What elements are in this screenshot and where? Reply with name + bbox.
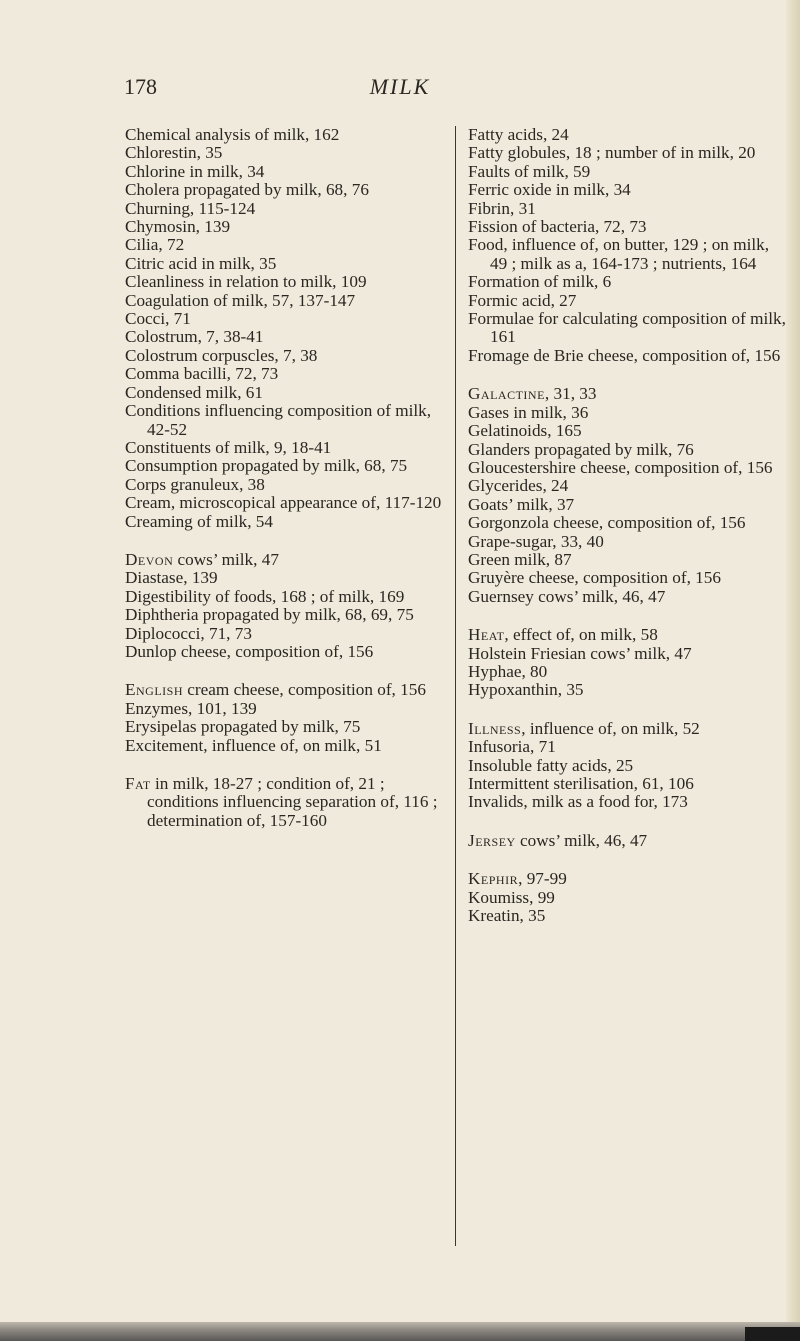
index-entry xyxy=(468,626,788,644)
index-entry xyxy=(468,645,788,663)
index-entry xyxy=(125,328,443,346)
index-entry xyxy=(125,457,443,475)
index-entry xyxy=(125,606,443,624)
index-entry-text: Gruyère cheese, composition of, 156 xyxy=(468,568,721,588)
index-entry-text: Diastase, 139 xyxy=(125,568,218,588)
index-entry xyxy=(468,870,788,888)
index-entry-text: Cocci, 71 xyxy=(125,309,191,329)
index-entry-text: Dunlop cheese, composition of, 156 xyxy=(125,641,374,661)
index-entry xyxy=(125,310,443,328)
index-entry xyxy=(468,477,788,495)
index-entry xyxy=(468,681,788,699)
index-entry-text: , 97-99 xyxy=(518,869,567,889)
page-edge xyxy=(786,0,800,1341)
index-entry-text: Insoluble fatty acids, 25 xyxy=(468,755,634,775)
index-column-right xyxy=(468,126,788,925)
index-entry xyxy=(125,625,443,643)
index-entry-text: Condensed milk, 61 xyxy=(125,382,263,402)
index-entry-lead: Fat xyxy=(125,774,151,793)
column-divider xyxy=(455,126,456,1246)
index-entry-text: Enzymes, 101, 139 xyxy=(125,698,257,718)
index-entry xyxy=(125,775,443,830)
index-entry xyxy=(125,494,443,512)
index-entry xyxy=(468,292,788,310)
index-entry-text: Green milk, 87 xyxy=(468,549,572,569)
index-entry-text: Cream, microscopical appearance of, 117-120 xyxy=(125,493,442,513)
index-entry-text: Grape-sugar, 33, 40 xyxy=(468,531,604,551)
page-number: 178 xyxy=(124,74,157,99)
index-entry-text: Diplococci, 71, 73 xyxy=(125,623,252,643)
index-entry xyxy=(125,144,443,162)
index-entry-text: Excitement, influence of, on milk, 51 xyxy=(125,735,382,755)
index-entry xyxy=(125,236,443,254)
index-entry-text: Intermittent sterilisation, 61, 106 xyxy=(468,774,694,793)
index-entry xyxy=(468,126,788,144)
index-entry-text: Glycerides, 24 xyxy=(468,476,569,496)
index-entry xyxy=(125,513,443,531)
index-entry xyxy=(125,292,443,310)
index-entry-text: Formic acid, 27 xyxy=(468,290,577,310)
index-entry xyxy=(125,643,443,661)
index-entry xyxy=(468,385,788,403)
index-entry-text: Digestibility of foods, 168 ; of milk, 169 xyxy=(125,586,405,606)
index-entry xyxy=(125,737,443,755)
scan-bottom-edge xyxy=(0,1322,800,1341)
index-entry-lead: Kephir xyxy=(468,869,519,889)
index-entry xyxy=(468,551,788,569)
index-entry xyxy=(125,218,443,236)
index-entry-text: Constituents of milk, 9, 18-41 xyxy=(125,437,332,457)
index-entry-text: Churning, 115-124 xyxy=(125,198,256,218)
index-entry xyxy=(468,163,788,181)
index-entry-text: Fatty acids, 24 xyxy=(468,125,569,144)
index-entry-lead: English xyxy=(125,680,183,700)
index-entry-text: Fatty globules, 18 ; number of in milk, 20 xyxy=(468,143,756,163)
index-entry xyxy=(468,588,788,606)
index-entry xyxy=(468,441,788,459)
index-entry xyxy=(125,718,443,736)
index-entry-text: Formation of milk, 6 xyxy=(468,272,612,292)
index-entry-text: Chymosin, 139 xyxy=(125,217,231,237)
index-entry xyxy=(125,681,443,699)
index-entry xyxy=(468,889,788,907)
index-entry xyxy=(468,720,788,738)
index-entry-text: Food, influence of, on butter, 129 ; on milk, 49 ; milk as a, 164-173 ; nutrients, 164 xyxy=(468,235,770,273)
index-entry xyxy=(468,757,788,775)
index-entry-lead: Galactine xyxy=(468,384,545,404)
index-entry-text: Colostrum, 7, 38-41 xyxy=(125,327,264,347)
index-entry xyxy=(468,663,788,681)
index-entry-text: Ferric oxide in milk, 34 xyxy=(468,180,631,200)
index-entry xyxy=(125,273,443,291)
index-entry-text: Kreatin, 35 xyxy=(468,906,546,926)
index-entry-text: Glanders propagated by milk, 76 xyxy=(468,439,694,459)
index-entry-text: Invalids, milk as a food for, 173 xyxy=(468,792,688,812)
index-entry-text: Fission of bacteria, 72, 73 xyxy=(468,217,647,237)
index-entry-text: Faults of milk, 59 xyxy=(468,161,591,181)
index-entry-lead: Heat xyxy=(468,625,505,645)
index-entry xyxy=(125,255,443,273)
index-entry xyxy=(125,181,443,199)
index-entry-text: Cilia, 72 xyxy=(125,235,185,255)
index-entry-lead: Jersey xyxy=(468,830,516,850)
index-entry xyxy=(468,907,788,925)
index-entry-text: Chemical analysis of milk, 162 xyxy=(125,125,340,144)
index-entry xyxy=(468,310,788,347)
running-head: MILK xyxy=(369,74,431,99)
index-column-left xyxy=(125,126,443,830)
index-entry-text: Creaming of milk, 54 xyxy=(125,511,273,531)
index-entry xyxy=(468,738,788,756)
index-entry xyxy=(468,459,788,477)
index-entry xyxy=(125,163,443,181)
index-entry xyxy=(468,422,788,440)
index-entry-text: Hyphae, 80 xyxy=(468,661,548,681)
index-entry xyxy=(125,365,443,383)
index-entry-text: Guernsey cows’ milk, 46, 47 xyxy=(468,586,666,606)
index-entry-text: Corps granuleux, 38 xyxy=(125,474,265,494)
index-entry-text: Koumiss, 99 xyxy=(468,887,555,907)
index-entry-text: Fromage de Brie cheese, composition of, 156 xyxy=(468,345,781,365)
index-entry-text: Diphtheria propagated by milk, 68, 69, 75 xyxy=(125,605,414,625)
index-entry-text: Chlorine in milk, 34 xyxy=(125,161,265,181)
index-entry xyxy=(468,218,788,236)
index-entry-text: Coagulation of milk, 57, 137-147 xyxy=(125,290,356,310)
index-entry-text: Infusoria, 71 xyxy=(468,737,556,757)
index-entry xyxy=(125,700,443,718)
index-entry-text: in milk, 18-27 ; condition of, 21 ; conditions influencing separation of, 116 ; determination of, 157-160 xyxy=(147,774,438,830)
index-entry-text: cows’ milk, 46, 47 xyxy=(520,830,648,850)
index-entry-text: Gloucestershire cheese, composition of, 156 xyxy=(468,457,773,477)
index-entry-text: Conditions influencing composition of milk, 42-52 xyxy=(125,401,432,439)
index-entry-text: Goats’ milk, 37 xyxy=(468,494,575,514)
index-entry-text: Cleanliness in relation to milk, 109 xyxy=(125,272,367,292)
index-entry xyxy=(468,273,788,291)
index-entry xyxy=(468,569,788,587)
index-entry-text: Cholera propagated by milk, 68, 76 xyxy=(125,180,369,200)
index-entry xyxy=(125,569,443,587)
index-entry-text: Erysipelas propagated by milk, 75 xyxy=(125,717,361,737)
index-entry xyxy=(468,144,788,162)
scan-bottom-dark-corner xyxy=(745,1327,800,1341)
index-entry-text: Fibrin, 31 xyxy=(468,198,536,218)
index-entry-text: Citric acid in milk, 35 xyxy=(125,253,277,273)
index-entry xyxy=(468,404,788,422)
index-entry-text: , effect of, on milk, 58 xyxy=(504,625,658,645)
index-entry-lead: Devon xyxy=(125,549,174,569)
index-entry xyxy=(125,402,443,439)
index-entry xyxy=(468,236,788,273)
index-entry xyxy=(125,347,443,365)
index-entry xyxy=(468,347,788,365)
index-entry xyxy=(125,476,443,494)
index-entry-text: , influence of, on milk, 52 xyxy=(521,718,700,738)
index-entry-text: cows’ milk, 47 xyxy=(177,549,279,569)
index-entry-text: Gorgonzola cheese, composition of, 156 xyxy=(468,513,746,533)
index-entry xyxy=(125,126,443,144)
index-entry-text: Chlorestin, 35 xyxy=(125,143,223,163)
index-entry xyxy=(468,181,788,199)
index-entry-text: cream cheese, composition of, 156 xyxy=(187,680,426,700)
index-entry xyxy=(468,533,788,551)
index-entry xyxy=(468,496,788,514)
index-entry-text: , 31, 33 xyxy=(544,384,597,404)
index-entry-text: Hypoxanthin, 35 xyxy=(468,680,584,700)
index-entry xyxy=(125,439,443,457)
index-entry xyxy=(125,551,443,569)
index-entry xyxy=(468,793,788,811)
index-entry xyxy=(468,514,788,532)
index-entry xyxy=(468,832,788,850)
index-entry-text: Holstein Friesian cows’ milk, 47 xyxy=(468,643,692,663)
index-entry-text: Consumption propagated by milk, 68, 75 xyxy=(125,456,408,476)
index-entry xyxy=(468,200,788,218)
index-entry-text: Comma bacilli, 72, 73 xyxy=(125,364,279,384)
index-entry-lead: Illness xyxy=(468,718,522,738)
index-entry xyxy=(468,775,788,793)
index-entry xyxy=(125,200,443,218)
index-entry xyxy=(125,588,443,606)
index-entry xyxy=(125,384,443,402)
index-entry-text: Gelatinoids, 165 xyxy=(468,421,582,441)
index-entry-text: Formulae for calculating composition of milk, 161 xyxy=(468,309,786,347)
index-entry-text: Gases in milk, 36 xyxy=(468,402,589,422)
index-entry-text: Colostrum corpuscles, 7, 38 xyxy=(125,345,318,365)
